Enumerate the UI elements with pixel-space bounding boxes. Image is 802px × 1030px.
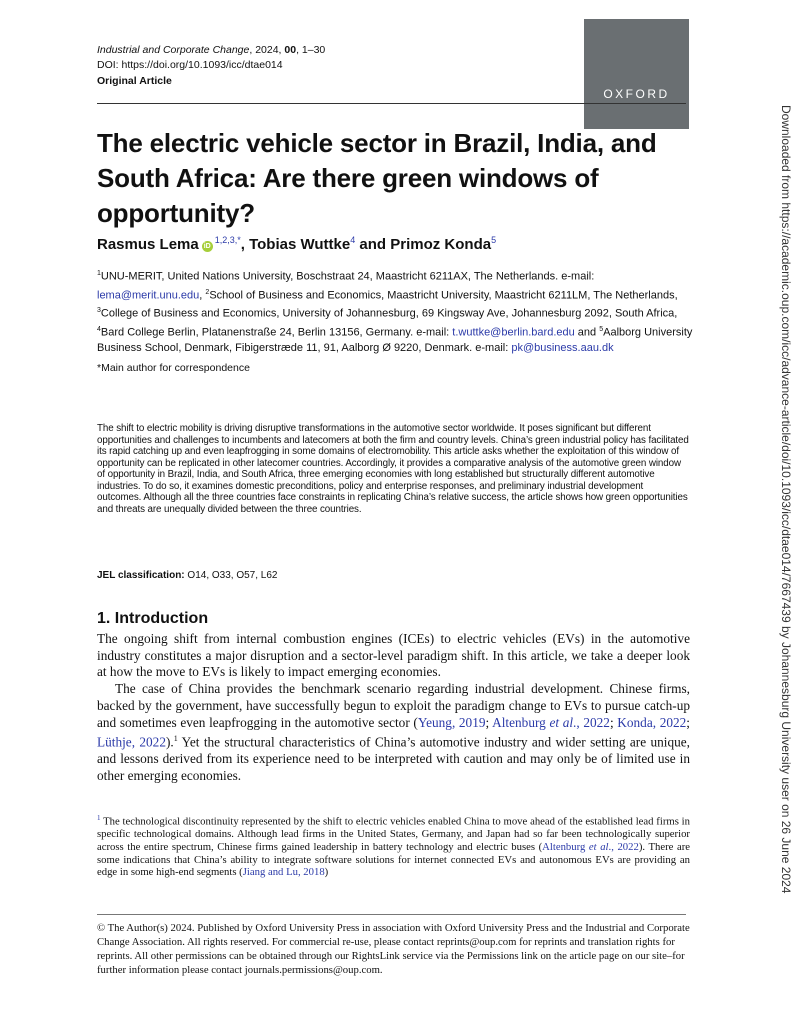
author-name[interactable]: Tobias Wuttke bbox=[249, 236, 351, 253]
footnote-number[interactable]: 1 bbox=[97, 814, 101, 822]
footnote: $^1$ The technological discontinuity represented by the shift to electric vehicles enabled China to move ahead of the established lead firms in specific technological domains. Although lead firms in the United States, Germany, and Japan had so far been technologically superior across the entire spectrum, Chinese firms gained leadership in battery technology and electric buses (Altenburg et al., 2022). There are some indications that China’s ability to integrate software solutions for internet connected EVs and autonomous EVs are providing an edge in some high-end segments (Jiang and Lu, 2018) bbox=[97, 814, 690, 879]
citation-link[interactable]: Konda, 2022 bbox=[617, 714, 687, 730]
citation-link[interactable]: Altenburg et al., 2022 bbox=[542, 840, 639, 853]
email-link[interactable]: pk@business.aau.dk bbox=[511, 341, 614, 354]
email-link[interactable]: lema@merit.unu.edu bbox=[97, 289, 200, 302]
copyright-notice: © The Author(s) 2024. Published by Oxford University Press in association with Oxford University Press and the Industrial and Corporate Change Association. All rights reserved. For commercial re-use, please contact reprints@oup.com for reprints and translation rights for reprints. All other permissions can be obtained through our RightsLink service via the Permissions link on the article page on our site–for further information please contact journals.permissions@oup.com. bbox=[97, 922, 690, 977]
footer-divider bbox=[97, 914, 686, 915]
journal-citation: Industrial and Corporate Change, 2024, 00, 1–30 bbox=[97, 44, 326, 56]
article-type: Original Article bbox=[97, 75, 172, 87]
journal-name: Industrial and Corporate Change bbox=[97, 44, 250, 56]
jel-classification: JEL classification: O14, O33, O57, L62 bbox=[97, 570, 278, 581]
correspondence-note: *Main author for correspondence bbox=[97, 362, 250, 374]
email-link[interactable]: t.wuttke@berlin.bard.edu bbox=[452, 326, 575, 339]
oxford-logo[interactable]: OXFORD bbox=[584, 19, 689, 129]
citation-link[interactable]: Altenburg et al., 2022 bbox=[492, 714, 610, 730]
author-list: Rasmus Lema $iD^{1,2,3,*}$, Tobias Wuttke$^4$ and Primoz Konda$^5$ bbox=[97, 235, 497, 253]
affiliation-marker[interactable]: 5 bbox=[491, 235, 497, 245]
article-title: The electric vehicle sector in Brazil, India, and South Africa: Are there green windows of opportunity? bbox=[97, 128, 657, 228]
section-heading: 1. Introduction bbox=[97, 610, 209, 627]
citation-link[interactable]: Lüthje, 2022 bbox=[97, 734, 166, 750]
author-name[interactable]: Rasmus Lema bbox=[97, 236, 199, 253]
header-divider bbox=[97, 103, 686, 104]
paragraph: The case of China provides the benchmark scenario regarding industrial development. Chinese firms, backed by the government, have successfully begun to exploit the paradigm change to EVs to pursue catch-up and sometimes even leapfrogging in the automotive sector (Yeung, 2019; Altenburg et al., 2022; Konda, 2022; Lüthje, 2022).$^1$ Yet the structural characteristics of China’s automotive industry and wider setting are unique, and lessons derived from its experience need to be interpreted with caution and may only be of limited use in other emerging economies. bbox=[97, 681, 690, 784]
download-watermark: Downloaded from https://academic.oup.com/icc/advance-article/doi/10.1093/icc/dtae014/7667439 by Johannesburg University user on 26 June 2024 bbox=[779, 105, 793, 894]
author-name[interactable]: Primoz Konda bbox=[390, 236, 492, 253]
orcid-icon[interactable]: iD bbox=[203, 243, 211, 250]
abstract: The shift to electric mobility is driving disruptive transformations in the automotive sector worldwide. It poses significant but different opportunities and challenges to incumbents and latecomers at both the firm and country levels. China’s green industrial policy has facilitated its rapid catching up and even leapfrogging in some domains of electromobility. This article asks whether the exploitation of this window of opportunity can be replicated in other latecomer countries. Accordingly, it provides a comparative analysis of the automotive green window of opportunity in Brazil, India, and South Africa, three emerging economies with long established but structurally different automotive industries. To do so, it examines domestic preconditions, policy and enterprise responses, and preliminary industrial development outcomes. Although all the three countries face constraints in replicating China’s relative success, the article shows how green opportunities and threats are unequally divided between the three countries. bbox=[97, 423, 689, 515]
affiliation-marker[interactable]: 4 bbox=[350, 235, 356, 245]
footnote-marker[interactable]: 1 bbox=[173, 734, 178, 744]
affiliations: $^1$UNU-MERIT, United Nations University, Boschstraat 24, Maastricht 6211AX, The Netherlands. e-mail: lema@merit.unu.edu, $^2$School of Business and Economics, Maastricht University, Maastricht 6211LM, The Netherlands, $^3$College of Business and Economics, University of Johannesburg, 69 Kingsway Ave, Johannesburg 2092, South Africa, $^4$Bard College Berlin, Platanenstraße 24, Berlin 13156, Germany. e-mail: t.wuttke@berlin.bard.edu and $^5$Aalborg University Business School, Denmark, Fibigerstræde 11, 91, Aalborg Ø 9220, Denmark. e-mail: pk@business.aau.dk bbox=[97, 270, 693, 354]
introduction-body bbox=[97, 631, 690, 785]
doi[interactable]: DOI: https://doi.org/10.1093/icc/dtae014 bbox=[97, 59, 283, 71]
citation-link[interactable]: Yeung, 2019 bbox=[417, 714, 486, 730]
paragraph: The ongoing shift from internal combustion engines (ICEs) to electric vehicles (EVs) in the automotive industry constitutes a major disruption and a sector-level paradigm shift. In this article, we take a deeper look at how the move to EVs is likely to impact emerging economies. bbox=[97, 631, 690, 680]
affiliation-marker[interactable]: 1,2,3,* bbox=[214, 235, 241, 245]
citation-link[interactable]: Jiang and Lu, 2018 bbox=[242, 866, 325, 879]
